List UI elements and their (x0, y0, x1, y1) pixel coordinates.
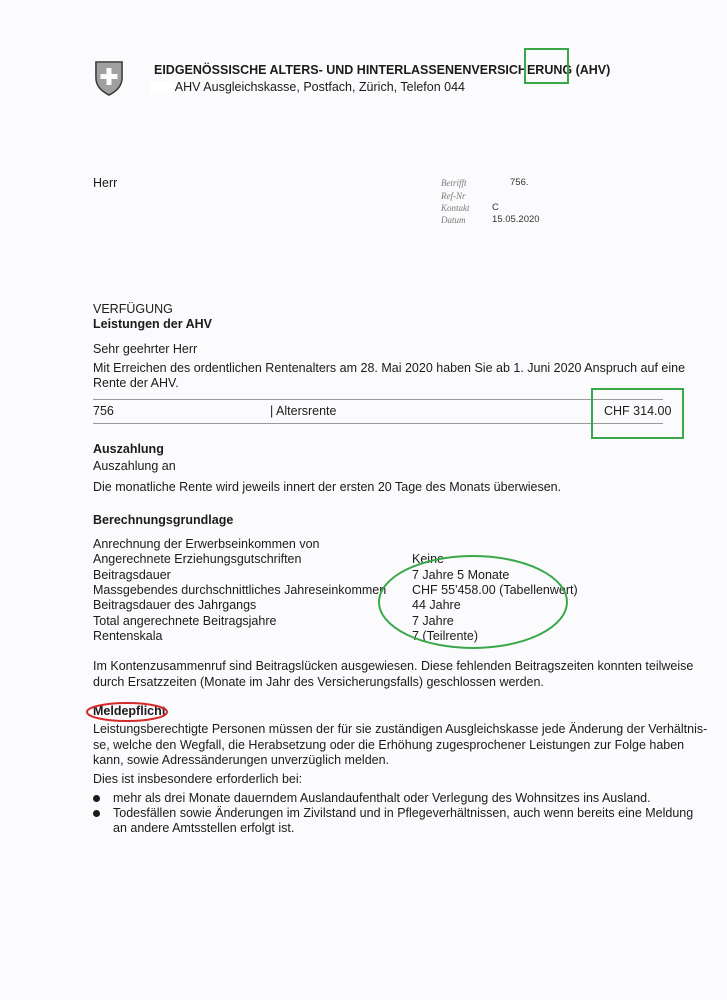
document-subject: Leistungen der AHV (93, 317, 212, 331)
intro-line-1: Mit Erreichen des ordentlichen Rentenalters am 28. Mai 2020 haben Sie ab 1. Juni 2020 Anspruch auf eine (93, 361, 686, 375)
annotation-ellipse-duty (84, 700, 170, 724)
duty-p1-line-2: se, welche den Wegfall, die Herabsetzung oder die Erhöhung zugesprochener Leistungen zur Folge haben (93, 738, 685, 752)
duty-bullet-2-line-1: Todesfällen sowie Änderungen im Zivilstand und in Pflegeverhältnissen, auch wenn bereits eine Meldung (113, 806, 694, 820)
recipient-salutation: Herr (93, 176, 118, 190)
meta-value-datum: 15.05.2020 (492, 214, 540, 225)
document-type: VERFÜGUNG (93, 302, 173, 316)
calc-value-3: CHF 55'458.00 (Tabellenwert) (412, 583, 578, 597)
duty-p1-line-1: Leistungsberechtigte Personen müssen der für sie zuständigen Ausgleichskasse jede Änderung der Verhältnis- (93, 722, 708, 736)
calc-note-line-1: Im Kontenzusammenruf sind Beitragslücken ausgewiesen. Diese fehlenden Beitragszeiten konnten teilweise (93, 659, 694, 673)
calc-label-1: Angerechnete Erziehungsgutschriften (93, 552, 302, 566)
duty-bullet-1: mehr als drei Monate dauerndem Auslandaufenthalt oder Verlegung des Wohnsitzes ins Ausland. (113, 791, 651, 805)
payout-line-2: Die monatliche Rente wird jeweils innert der ersten 20 Tage des Monats überwiesen. (93, 480, 562, 494)
duty-p1-line-3: kann, sowie Adressänderungen unverzüglich melden. (93, 753, 390, 767)
calc-note-line-2: durch Ersatzzeiten (Monate im Jahr des Versicherungsfalls) geschlossen werden. (93, 675, 544, 689)
bullet-marker-1 (93, 795, 100, 802)
payout-line-1: Auszahlung an (93, 459, 176, 473)
pension-row-top-rule (93, 399, 663, 400)
meta-label-datum: Datum (441, 215, 466, 225)
annotation-ellipse-values (376, 552, 570, 652)
annotation-box-ahv (524, 48, 569, 84)
agency-address (150, 80, 465, 95)
agency-address-text: AHV Ausgleichskasse, Postfach, Zürich, Telefon 044 (174, 80, 466, 94)
duty-heading: Meldepflicht (93, 704, 166, 718)
calc-value-6: 7 (Teilrente) (412, 629, 478, 643)
meta-label-refnr: Ref-Nr (441, 191, 466, 201)
meta-value-kontakt: C (492, 202, 499, 213)
calc-value-5: 7 Jahre (412, 614, 454, 628)
calc-label-3: Massgebendes durchschnittliches Jahreseinkommen (93, 583, 387, 597)
meta-label-kontakt: Kontakt (441, 203, 470, 213)
greeting: Sehr geehrter Herr (93, 342, 198, 356)
payout-heading: Auszahlung (93, 442, 164, 456)
calc-value-4: 44 Jahre (412, 598, 461, 612)
pension-number: 756 (93, 404, 114, 418)
pension-amount: CHF 314.00 (604, 404, 672, 418)
calc-label-0: Anrechnung der Erwerbseinkommen von (93, 537, 320, 551)
pension-kind: | Altersrente (270, 404, 337, 418)
swiss-coat-of-arms-logo (93, 60, 125, 96)
meta-label-betrifft: Betrifft (441, 178, 467, 188)
bullet-marker-2 (93, 810, 100, 817)
annotation-box-amount (591, 388, 684, 439)
duty-bullet-2-line-2: an andere Amtsstellen erfolgt ist. (113, 821, 295, 835)
calc-label-5: Total angerechnete Beitragsjahre (93, 614, 277, 628)
calc-value-2: 7 Jahre 5 Monate (412, 568, 510, 582)
agency-title: EIDGENÖSSISCHE ALTERS- UND HINTERLASSENENVERSICHERUNG (AHV) (154, 63, 611, 77)
calc-value-1: Keine (412, 552, 444, 566)
duty-p2: Dies ist insbesondere erforderlich bei: (93, 772, 303, 786)
calc-label-2: Beitragsdauer (93, 568, 171, 582)
meta-value-betrifft: 756. (510, 177, 529, 188)
calc-label-4: Beitragsdauer des Jahrgangs (93, 598, 257, 612)
intro-line-2: Rente der AHV. (93, 376, 179, 390)
calc-heading: Berechnungsgrundlage (93, 513, 234, 527)
pension-row-bottom-rule (93, 423, 663, 424)
calc-label-6: Rentenskala (93, 629, 163, 643)
